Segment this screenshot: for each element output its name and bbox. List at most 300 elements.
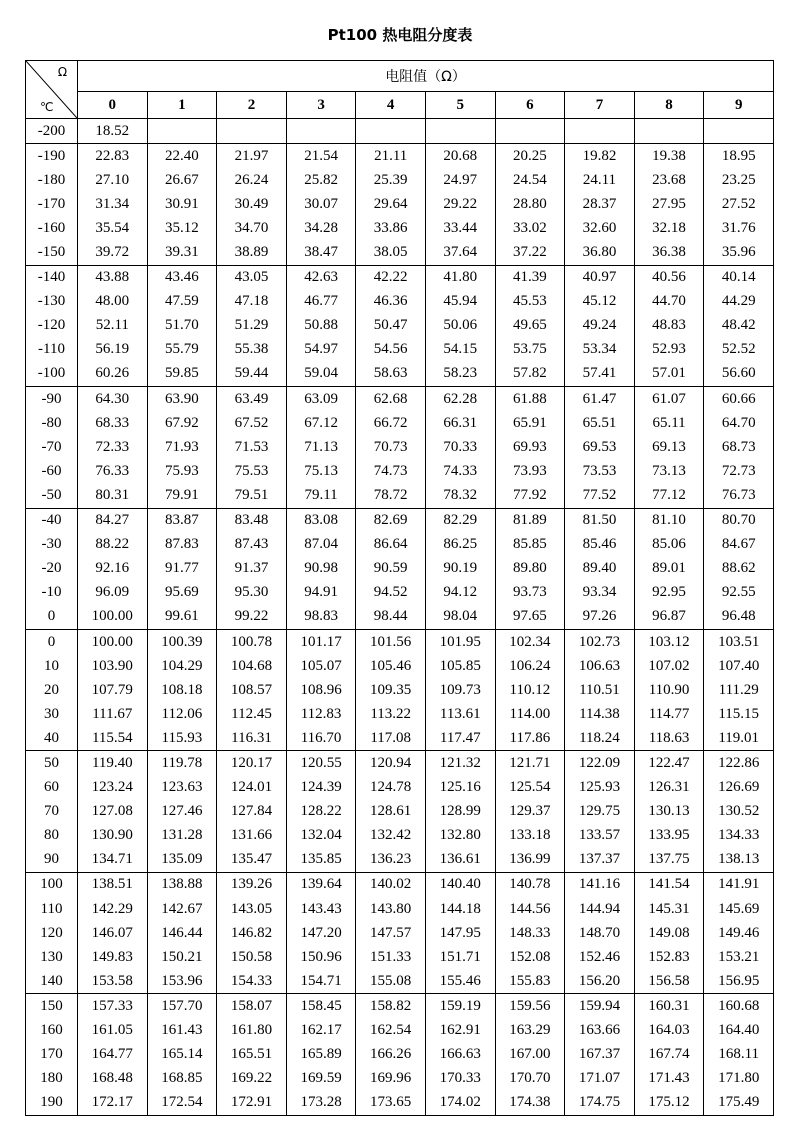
- resistance-cell: 78.32: [425, 483, 495, 508]
- resistance-cell: 172.91: [217, 1091, 287, 1116]
- resistance-cell: 133.95: [634, 824, 704, 848]
- temperature-cell: 130: [26, 945, 78, 969]
- resistance-cell: 53.34: [565, 338, 635, 362]
- resistance-cell: 90.59: [356, 557, 426, 581]
- resistance-cell: 69.53: [565, 435, 635, 459]
- resistance-cell: 44.70: [634, 290, 704, 314]
- resistance-cell: 143.80: [356, 897, 426, 921]
- resistance-cell: 21.54: [286, 144, 356, 169]
- resistance-cell: 130.90: [78, 824, 148, 848]
- resistance-cell: 66.31: [425, 411, 495, 435]
- resistance-cell: 45.94: [425, 290, 495, 314]
- resistance-cell: 68.73: [704, 435, 774, 459]
- resistance-cell: 92.16: [78, 557, 148, 581]
- resistance-cell: 89.80: [495, 557, 565, 581]
- resistance-cell: 40.97: [565, 265, 635, 290]
- resistance-cell: 48.83: [634, 314, 704, 338]
- resistance-cell: [217, 119, 287, 144]
- column-header: 9: [704, 92, 774, 119]
- resistance-cell: 96.09: [78, 581, 148, 605]
- table-row: [26, 508, 774, 533]
- resistance-cell: 157.33: [78, 994, 148, 1019]
- resistance-cell: 75.53: [217, 459, 287, 483]
- resistance-cell: 47.18: [217, 290, 287, 314]
- resistance-cell: 146.07: [78, 921, 148, 945]
- resistance-cell: 124.78: [356, 776, 426, 800]
- resistance-cell: 85.85: [495, 533, 565, 557]
- resistance-cell: 72.33: [78, 435, 148, 459]
- resistance-cell: 32.18: [634, 216, 704, 240]
- resistance-cell: 70.33: [425, 435, 495, 459]
- table-row: [26, 435, 774, 459]
- resistance-cell: 175.12: [634, 1091, 704, 1116]
- table-row: [26, 897, 774, 921]
- resistance-cell: 81.10: [634, 508, 704, 533]
- resistance-cell: 106.24: [495, 654, 565, 678]
- resistance-cell: 160.31: [634, 994, 704, 1019]
- resistance-cell: 58.63: [356, 362, 426, 387]
- resistance-cell: 24.97: [425, 168, 495, 192]
- resistance-cell: 24.54: [495, 168, 565, 192]
- resistance-cell: 105.07: [286, 654, 356, 678]
- resistance-cell: 54.15: [425, 338, 495, 362]
- resistance-cell: 122.09: [565, 751, 635, 776]
- resistance-cell: 172.17: [78, 1091, 148, 1116]
- resistance-cell: 100.00: [78, 605, 148, 630]
- resistance-cell: 121.32: [425, 751, 495, 776]
- resistance-cell: 116.70: [286, 726, 356, 751]
- column-header: 7: [565, 92, 635, 119]
- table-row: [26, 144, 774, 169]
- resistance-cell: 156.58: [634, 969, 704, 994]
- resistance-cell: 136.23: [356, 848, 426, 873]
- temperature-cell: -100: [26, 362, 78, 387]
- temperature-cell: 150: [26, 994, 78, 1019]
- resistance-cell: 130.13: [634, 800, 704, 824]
- resistance-cell: 147.20: [286, 921, 356, 945]
- resistance-cell: 45.53: [495, 290, 565, 314]
- resistance-cell: 117.47: [425, 726, 495, 751]
- resistance-cell: 29.64: [356, 192, 426, 216]
- resistance-cell: 95.69: [147, 581, 217, 605]
- resistance-cell: 89.40: [565, 557, 635, 581]
- resistance-cell: 94.52: [356, 581, 426, 605]
- resistance-cell: 62.28: [425, 387, 495, 412]
- resistance-cell: 96.87: [634, 605, 704, 630]
- resistance-cell: 35.96: [704, 240, 774, 265]
- resistance-cell: 163.29: [495, 1018, 565, 1042]
- resistance-cell: 65.51: [565, 411, 635, 435]
- resistance-cell: 168.48: [78, 1067, 148, 1091]
- resistance-cell: 36.80: [565, 240, 635, 265]
- resistance-cell: 143.43: [286, 897, 356, 921]
- resistance-cell: 91.77: [147, 557, 217, 581]
- temperature-cell: -80: [26, 411, 78, 435]
- resistance-cell: 117.08: [356, 726, 426, 751]
- table-row: [26, 411, 774, 435]
- resistance-cell: 155.46: [425, 969, 495, 994]
- column-header: 6: [495, 92, 565, 119]
- resistance-cell: 86.25: [425, 533, 495, 557]
- table-row: [26, 387, 774, 412]
- resistance-cell: 41.39: [495, 265, 565, 290]
- resistance-cell: 60.26: [78, 362, 148, 387]
- resistance-cell: 38.89: [217, 240, 287, 265]
- resistance-cell: 78.72: [356, 483, 426, 508]
- temperature-cell: -70: [26, 435, 78, 459]
- resistance-cell: 165.89: [286, 1043, 356, 1067]
- resistance-cell: 135.09: [147, 848, 217, 873]
- resistance-cell: 132.80: [425, 824, 495, 848]
- resistance-cell: 166.26: [356, 1043, 426, 1067]
- resistance-cell: 98.44: [356, 605, 426, 630]
- temperature-cell: -150: [26, 240, 78, 265]
- resistance-cell: 92.95: [634, 581, 704, 605]
- resistance-cell: 50.47: [356, 314, 426, 338]
- resistance-cell: 33.86: [356, 216, 426, 240]
- resistance-cell: 57.01: [634, 362, 704, 387]
- resistance-cell: [356, 119, 426, 144]
- resistance-cell: 108.57: [217, 678, 287, 702]
- resistance-cell: 38.47: [286, 240, 356, 265]
- column-header: 8: [634, 92, 704, 119]
- resistance-cell: 43.46: [147, 265, 217, 290]
- temperature-cell: -30: [26, 533, 78, 557]
- resistance-cell: 107.02: [634, 654, 704, 678]
- resistance-cell: 19.38: [634, 144, 704, 169]
- resistance-cell: 147.57: [356, 921, 426, 945]
- table-row: [26, 824, 774, 848]
- resistance-cell: 108.18: [147, 678, 217, 702]
- temperature-cell: -200: [26, 119, 78, 144]
- resistance-cell: 141.54: [634, 872, 704, 897]
- temperature-cell: -40: [26, 508, 78, 533]
- resistance-cell: 163.66: [565, 1018, 635, 1042]
- resistance-cell: [495, 119, 565, 144]
- table-row: [26, 192, 774, 216]
- resistance-cell: 129.75: [565, 800, 635, 824]
- resistance-cell: 158.07: [217, 994, 287, 1019]
- resistance-cell: 101.17: [286, 629, 356, 654]
- temperature-cell: 30: [26, 702, 78, 726]
- resistance-cell: 77.12: [634, 483, 704, 508]
- resistance-cell: 135.47: [217, 848, 287, 873]
- temperature-cell: -190: [26, 144, 78, 169]
- resistance-cell: 152.08: [495, 945, 565, 969]
- resistance-cell: 107.79: [78, 678, 148, 702]
- resistance-cell: 160.68: [704, 994, 774, 1019]
- resistance-cell: 42.22: [356, 265, 426, 290]
- resistance-cell: 23.25: [704, 168, 774, 192]
- resistance-cell: 64.30: [78, 387, 148, 412]
- resistance-cell: 158.82: [356, 994, 426, 1019]
- temperature-cell: 10: [26, 654, 78, 678]
- resistance-cell: 131.66: [217, 824, 287, 848]
- resistance-cell: 140.02: [356, 872, 426, 897]
- resistance-cell: 169.96: [356, 1067, 426, 1091]
- resistance-cell: 118.63: [634, 726, 704, 751]
- resistance-cell: 135.85: [286, 848, 356, 873]
- resistance-cell: 168.11: [704, 1043, 774, 1067]
- resistance-cell: 30.49: [217, 192, 287, 216]
- resistance-cell: 165.51: [217, 1043, 287, 1067]
- ohm-symbol: Ω: [57, 65, 67, 79]
- celsius-symbol: ℃: [40, 100, 54, 114]
- resistance-cell: 166.63: [425, 1043, 495, 1067]
- resistance-cell: 103.51: [704, 629, 774, 654]
- resistance-cell: 171.43: [634, 1067, 704, 1091]
- resistance-cell: 161.43: [147, 1018, 217, 1042]
- resistance-cell: 151.33: [356, 945, 426, 969]
- resistance-cell: 30.91: [147, 192, 217, 216]
- resistance-cell: 128.61: [356, 800, 426, 824]
- temperature-cell: 80: [26, 824, 78, 848]
- resistance-cell: 49.65: [495, 314, 565, 338]
- resistance-cell: 164.77: [78, 1043, 148, 1067]
- resistance-cell: 116.31: [217, 726, 287, 751]
- resistance-cell: 56.19: [78, 338, 148, 362]
- resistance-cell: 71.53: [217, 435, 287, 459]
- resistance-cell: 92.55: [704, 581, 774, 605]
- temperature-cell: 140: [26, 969, 78, 994]
- temperature-cell: 60: [26, 776, 78, 800]
- temperature-cell: -180: [26, 168, 78, 192]
- resistance-cell: 145.31: [634, 897, 704, 921]
- resistance-cell: 138.51: [78, 872, 148, 897]
- table-row: [26, 314, 774, 338]
- resistance-cell: 123.24: [78, 776, 148, 800]
- resistance-cell: 122.86: [704, 751, 774, 776]
- resistance-cell: 23.68: [634, 168, 704, 192]
- resistance-cell: 59.44: [217, 362, 287, 387]
- resistance-cell: 46.77: [286, 290, 356, 314]
- resistance-cell: 42.63: [286, 265, 356, 290]
- resistance-cell: 97.65: [495, 605, 565, 630]
- resistance-cell: 170.70: [495, 1067, 565, 1091]
- resistance-cell: 153.58: [78, 969, 148, 994]
- resistance-cell: 138.13: [704, 848, 774, 873]
- page-title: Pt100 热电阻分度表: [327, 26, 473, 44]
- resistance-cell: 86.64: [356, 533, 426, 557]
- resistance-cell: 81.50: [565, 508, 635, 533]
- table-row: [26, 872, 774, 897]
- resistance-cell: 20.25: [495, 144, 565, 169]
- resistance-cell: 100.78: [217, 629, 287, 654]
- resistance-cell: 104.29: [147, 654, 217, 678]
- resistance-cell: [634, 119, 704, 144]
- resistance-cell: 33.02: [495, 216, 565, 240]
- column-header: 3: [286, 92, 356, 119]
- temperature-cell: 100: [26, 872, 78, 897]
- resistance-cell: 173.28: [286, 1091, 356, 1116]
- temperature-cell: 90: [26, 848, 78, 873]
- resistance-cell: 114.77: [634, 702, 704, 726]
- resistance-cell: 112.45: [217, 702, 287, 726]
- resistance-cell: 57.41: [565, 362, 635, 387]
- resistance-cell: 148.33: [495, 921, 565, 945]
- resistance-cell: 74.33: [425, 459, 495, 483]
- resistance-cell: 54.97: [286, 338, 356, 362]
- resistance-cell: 52.11: [78, 314, 148, 338]
- resistance-cell: 35.12: [147, 216, 217, 240]
- resistance-cell: 39.31: [147, 240, 217, 265]
- resistance-cell: 164.40: [704, 1018, 774, 1042]
- resistance-cell: 158.45: [286, 994, 356, 1019]
- resistance-cell: 35.54: [78, 216, 148, 240]
- resistance-cell: 119.78: [147, 751, 217, 776]
- resistance-cell: 121.71: [495, 751, 565, 776]
- resistance-cell: 127.08: [78, 800, 148, 824]
- table-row: [26, 605, 774, 630]
- resistance-cell: 83.87: [147, 508, 217, 533]
- temperature-cell: 20: [26, 678, 78, 702]
- resistance-cell: 34.28: [286, 216, 356, 240]
- resistance-cell: 79.51: [217, 483, 287, 508]
- resistance-cell: 157.70: [147, 994, 217, 1019]
- resistance-cell: 125.54: [495, 776, 565, 800]
- resistance-cell: 101.56: [356, 629, 426, 654]
- table-row: [26, 1067, 774, 1091]
- temperature-cell: 0: [26, 629, 78, 654]
- resistance-cell: 22.83: [78, 144, 148, 169]
- resistance-cell: 63.90: [147, 387, 217, 412]
- resistance-cell: 128.99: [425, 800, 495, 824]
- resistance-cell: 82.69: [356, 508, 426, 533]
- resistance-cell: 27.95: [634, 192, 704, 216]
- resistance-cell: [147, 119, 217, 144]
- resistance-cell: 67.92: [147, 411, 217, 435]
- resistance-cell: 60.66: [704, 387, 774, 412]
- resistance-cell: 132.42: [356, 824, 426, 848]
- temperature-cell: 40: [26, 726, 78, 751]
- resistance-cell: 149.46: [704, 921, 774, 945]
- resistance-cell: 127.46: [147, 800, 217, 824]
- resistance-cell: 83.08: [286, 508, 356, 533]
- resistance-cell: 88.22: [78, 533, 148, 557]
- resistance-cell: 144.56: [495, 897, 565, 921]
- resistance-cell: 26.67: [147, 168, 217, 192]
- temperature-cell: -160: [26, 216, 78, 240]
- table-row: [26, 969, 774, 994]
- resistance-cell: 41.80: [425, 265, 495, 290]
- resistance-cell: 115.54: [78, 726, 148, 751]
- resistance-cell: 124.01: [217, 776, 287, 800]
- table-row: [26, 265, 774, 290]
- resistance-cell: 85.06: [634, 533, 704, 557]
- resistance-cell: 54.56: [356, 338, 426, 362]
- table-row: [26, 459, 774, 483]
- resistance-cell: 94.12: [425, 581, 495, 605]
- table-row: [26, 362, 774, 387]
- resistance-cell: 90.19: [425, 557, 495, 581]
- resistance-cell: 31.76: [704, 216, 774, 240]
- resistance-cell: 77.92: [495, 483, 565, 508]
- resistance-cell: 52.52: [704, 338, 774, 362]
- resistance-cell: 73.93: [495, 459, 565, 483]
- resistance-cell: 120.17: [217, 751, 287, 776]
- table-row: [26, 726, 774, 751]
- resistance-cell: 146.44: [147, 921, 217, 945]
- table-row: [26, 751, 774, 776]
- table-row: [26, 290, 774, 314]
- resistance-cell: 40.56: [634, 265, 704, 290]
- resistance-cell: 159.19: [425, 994, 495, 1019]
- resistance-cell: 115.15: [704, 702, 774, 726]
- resistance-cell: 149.83: [78, 945, 148, 969]
- resistance-cell: 137.37: [565, 848, 635, 873]
- resistance-cell: 27.10: [78, 168, 148, 192]
- temperature-cell: -120: [26, 314, 78, 338]
- resistance-cell: 170.33: [425, 1067, 495, 1091]
- resistance-cell: 137.75: [634, 848, 704, 873]
- resistance-cell: 81.89: [495, 508, 565, 533]
- resistance-cell: 80.31: [78, 483, 148, 508]
- resistance-cell: 161.80: [217, 1018, 287, 1042]
- resistance-cell: 151.71: [425, 945, 495, 969]
- column-header: 1: [147, 92, 217, 119]
- resistance-cell: 61.07: [634, 387, 704, 412]
- resistance-cell: 99.22: [217, 605, 287, 630]
- table-row: [26, 338, 774, 362]
- resistance-cell: 167.74: [634, 1043, 704, 1067]
- resistance-cell: 88.62: [704, 557, 774, 581]
- resistance-cell: 89.01: [634, 557, 704, 581]
- resistance-cell: 129.37: [495, 800, 565, 824]
- table-row: [26, 216, 774, 240]
- resistance-cell: 44.29: [704, 290, 774, 314]
- temperature-cell: 180: [26, 1067, 78, 1091]
- resistance-cell: 154.33: [217, 969, 287, 994]
- table-row: [26, 168, 774, 192]
- resistance-cell: 128.22: [286, 800, 356, 824]
- resistance-cell: 21.97: [217, 144, 287, 169]
- resistance-cell: 93.73: [495, 581, 565, 605]
- resistance-cell: 126.69: [704, 776, 774, 800]
- resistance-cell: 110.90: [634, 678, 704, 702]
- resistance-cell: 34.70: [217, 216, 287, 240]
- resistance-cell: 40.14: [704, 265, 774, 290]
- resistance-cell: 174.02: [425, 1091, 495, 1116]
- resistance-cell: 106.63: [565, 654, 635, 678]
- table-row: [26, 483, 774, 508]
- resistance-cell: 125.16: [425, 776, 495, 800]
- resistance-cell: 142.67: [147, 897, 217, 921]
- column-header: 5: [425, 92, 495, 119]
- resistance-cell: 66.72: [356, 411, 426, 435]
- resistance-cell: 84.27: [78, 508, 148, 533]
- resistance-cell: 52.93: [634, 338, 704, 362]
- table-row: [26, 557, 774, 581]
- resistance-cell: 26.24: [217, 168, 287, 192]
- resistance-cell: 125.93: [565, 776, 635, 800]
- resistance-cell: 18.95: [704, 144, 774, 169]
- resistance-header: 电阻值（Ω）: [78, 61, 774, 92]
- resistance-cell: [565, 119, 635, 144]
- resistance-cell: 61.47: [565, 387, 635, 412]
- resistance-cell: 24.11: [565, 168, 635, 192]
- resistance-cell: 50.88: [286, 314, 356, 338]
- resistance-cell: 174.38: [495, 1091, 565, 1116]
- resistance-cell: 71.13: [286, 435, 356, 459]
- resistance-cell: 109.35: [356, 678, 426, 702]
- resistance-cell: 37.64: [425, 240, 495, 265]
- resistance-cell: 67.52: [217, 411, 287, 435]
- resistance-cell: 79.11: [286, 483, 356, 508]
- resistance-cell: 95.30: [217, 581, 287, 605]
- resistance-cell: 147.95: [425, 921, 495, 945]
- resistance-cell: 58.23: [425, 362, 495, 387]
- resistance-cell: 146.82: [217, 921, 287, 945]
